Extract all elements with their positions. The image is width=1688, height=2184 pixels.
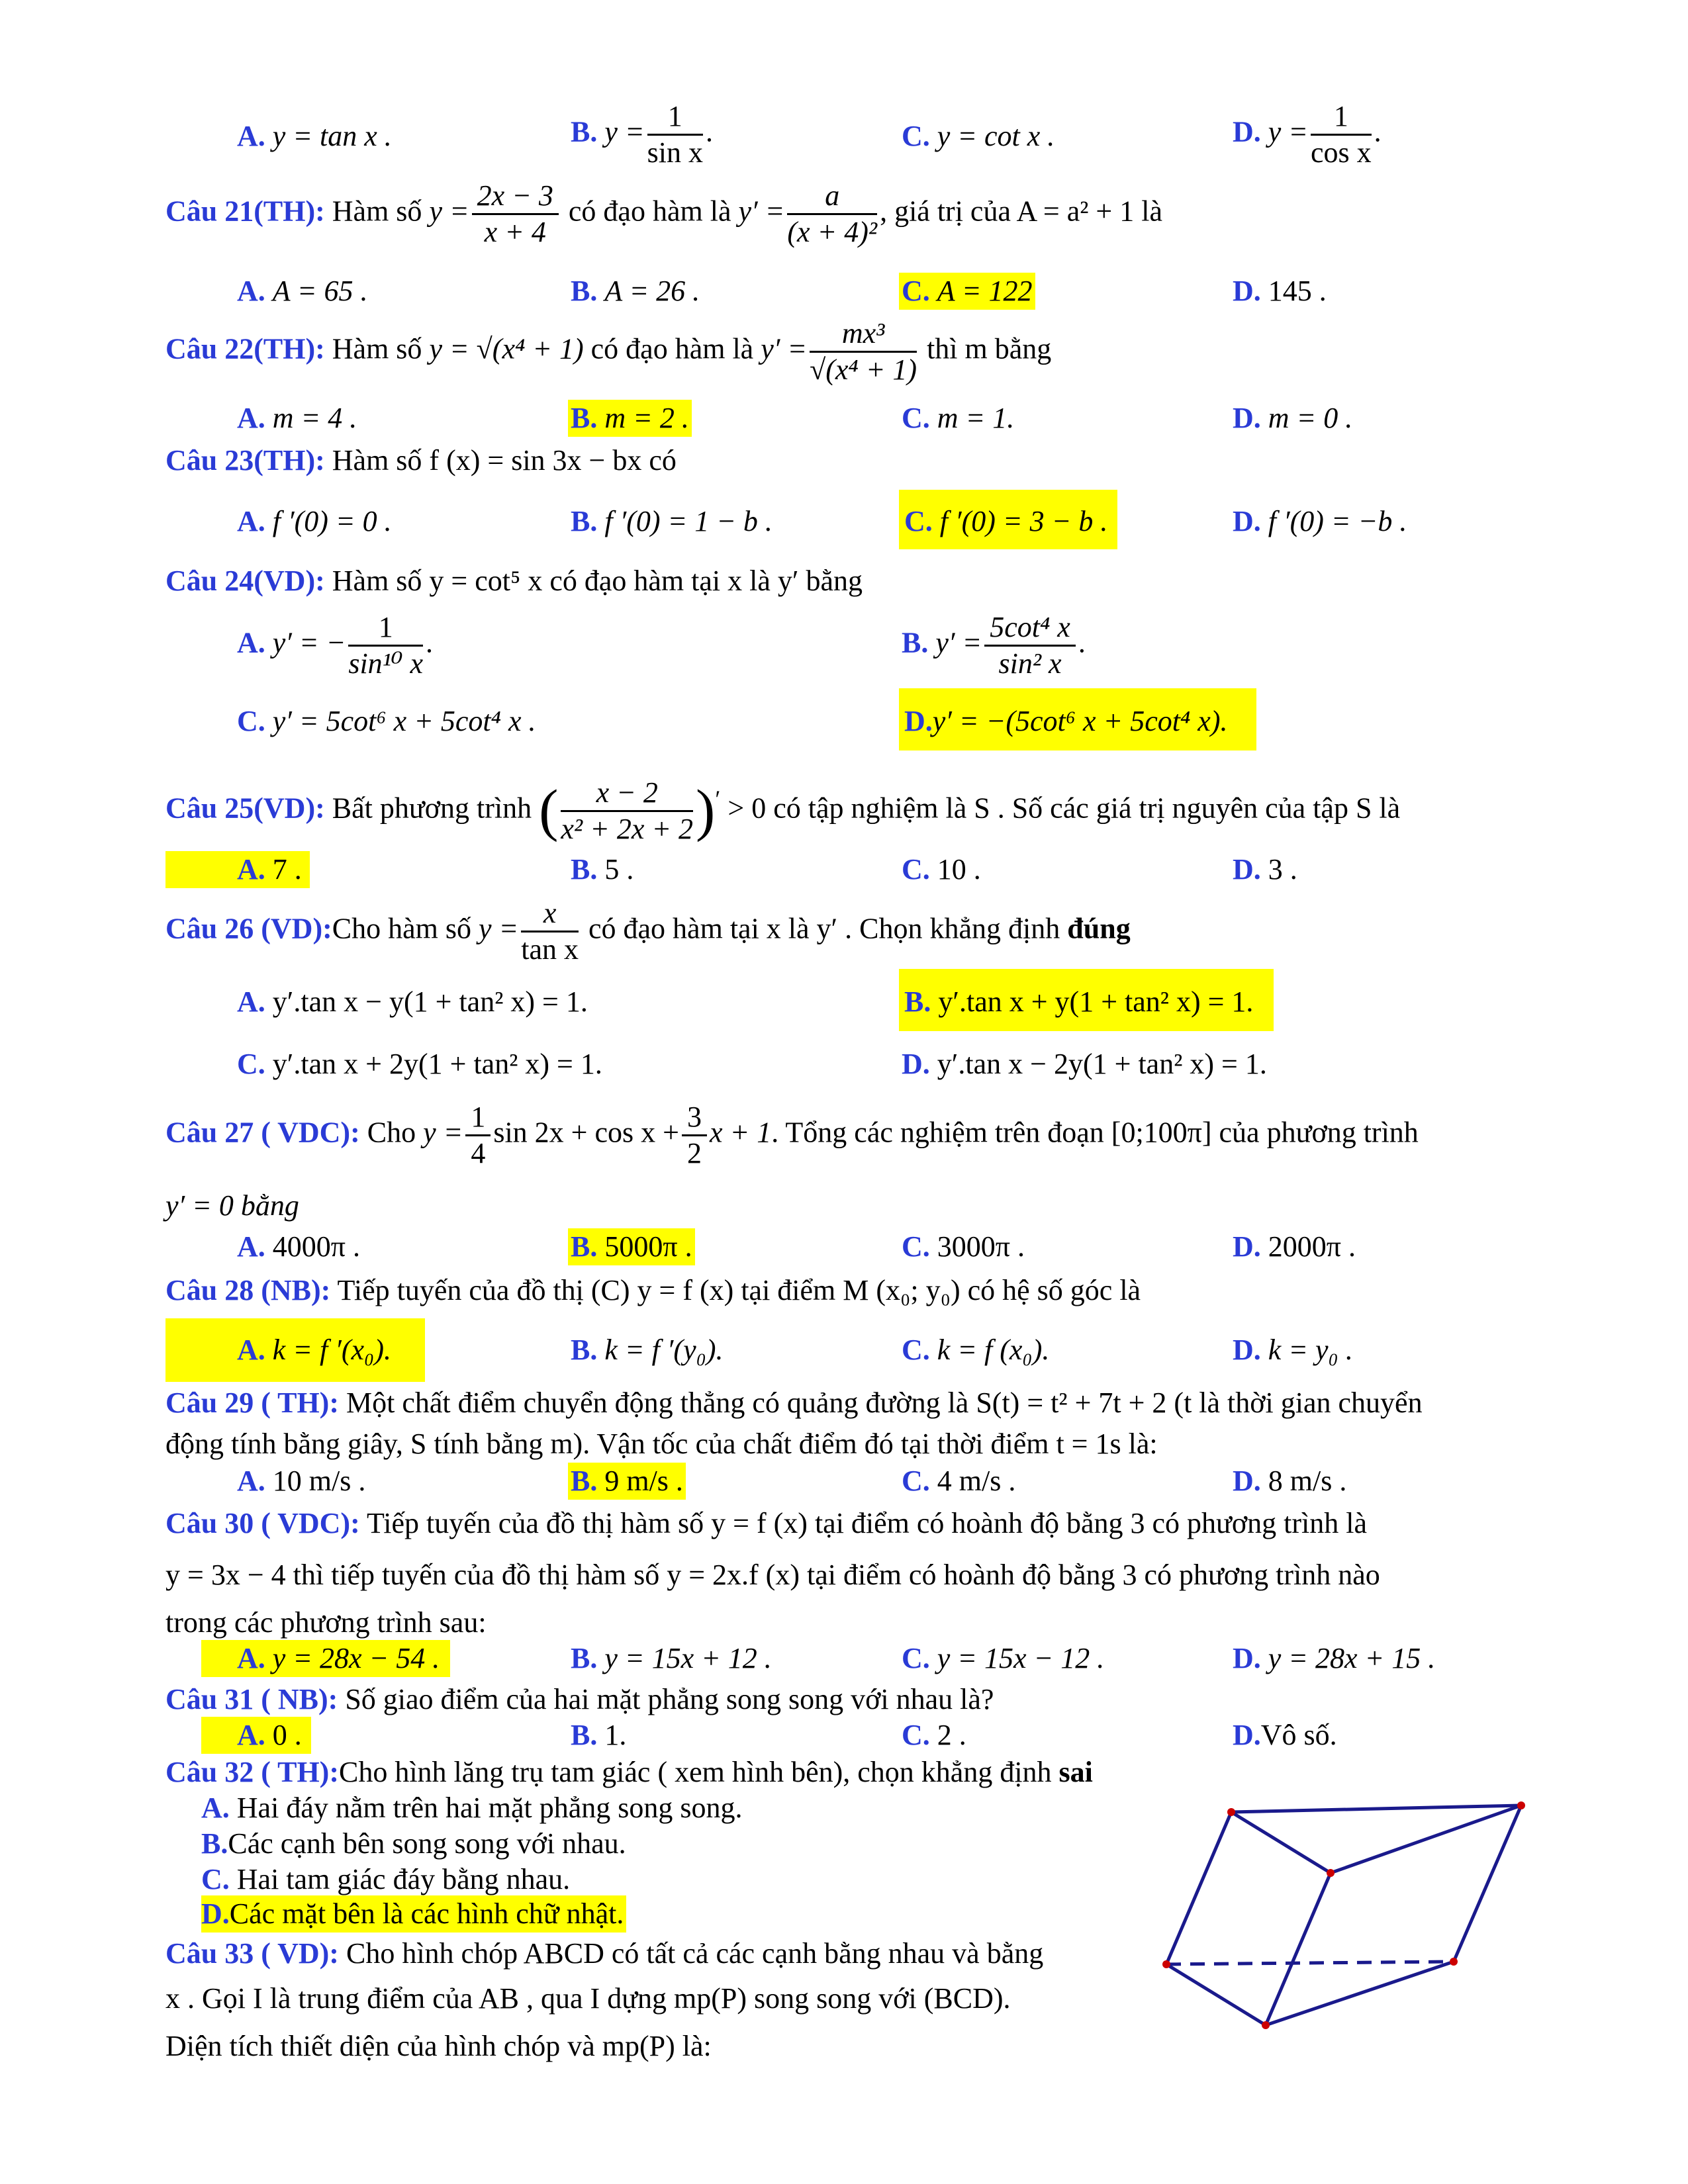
q23-c-label: C. [904, 505, 933, 537]
q31-d-text: Vô số. [1260, 1719, 1337, 1751]
q21-c-answer-highlight: C. A = 122 [899, 273, 1035, 310]
q30-d-text: y = 28x + 15 . [1268, 1642, 1436, 1674]
q27-c-text: 3000π . [937, 1230, 1025, 1263]
q32-c-text: Hai tam giác đáy bằng nhau. [236, 1863, 571, 1895]
q26-c-text: y′.tan x + 2y(1 + tan² x) = 1. [272, 1048, 602, 1080]
q20-d-frac: $\frac{1}{\text{cos x}}$ [1311, 100, 1372, 169]
q21-a-label: A. [237, 275, 265, 307]
q27-d-text: 2000π . [1268, 1230, 1356, 1263]
q31-b-label: B. [571, 1719, 598, 1751]
q24-a-frac: $\frac{1}{\text{sin¹⁰ x}}$ [348, 611, 424, 680]
q22-c-label: C. [902, 402, 930, 434]
prism-vertex [1227, 1808, 1235, 1816]
q29-b-text: 9 m/s . [604, 1465, 683, 1497]
q26-question: Câu 26 (VD):Cho hàm số y = $\frac{x}{\text{tan x}}$ có đạo hàm tại x là y′ . Chọn khẳng định đúng [165, 897, 1131, 966]
prism-vertex [1262, 2021, 1270, 2029]
q21-a-text: A = 65 . [272, 275, 368, 307]
triangular-prism-figure [1152, 1787, 1536, 2052]
q25-d-label: D. [1233, 853, 1261, 886]
q26-a-text: y′.tan x − y(1 + tan² x) = 1. [272, 985, 588, 1018]
q27-question: Câu 27 ( VDC): Cho y = $\frac{1}{4}$ sin 2x + cos x + $\frac{3}{2}$ x + 1. Tổng các nghiệm trên đoạn [0;100π] của phương trình [165, 1101, 1419, 1169]
q31-b-text: 1. [604, 1719, 627, 1751]
q27-question-line2: y′ = 0 bằng [165, 1189, 299, 1222]
q25-a-text: 7 . [272, 853, 302, 886]
q20-d-pre: y = [1268, 115, 1309, 148]
q24-d-label: D. [904, 705, 933, 737]
q27-a-text: 4000π . [272, 1230, 360, 1263]
q24-b-label: B. [902, 626, 929, 659]
q23-d-label: D. [1233, 505, 1261, 537]
q28-c-label: C. [902, 1334, 930, 1366]
q23-a-text: f ′(0) = 0 . [272, 505, 392, 537]
q28-d-text: k = y₀ . [1268, 1334, 1353, 1366]
q30-a-text: y = 28x − 54 . [272, 1642, 440, 1674]
q25-question: Câu 25(VD): Bất phương trình ( $\frac{x - 2}{\text{x² + 2x + 2}}$ )′ > 0 có tập nghiệm là S . Số các giá trị nguyên của tập S là [165, 776, 1401, 845]
q27-b-text: 5000π . [604, 1230, 692, 1263]
prism-edge-bottom-left [1166, 1964, 1266, 2025]
q26-d-text: y′.tan x − 2y(1 + tan² x) = 1. [937, 1048, 1267, 1080]
q22-d-label: D. [1233, 402, 1261, 434]
q30-b-text: y = 15x + 12 . [604, 1642, 772, 1674]
q24-c-text: y′ = 5cot⁶ x + 5cot⁴ x . [272, 705, 536, 737]
q24-d-text: y′ = −(5cot⁶ x + 5cot⁴ x). [932, 705, 1228, 737]
q22-a-text: m = 4 . [272, 402, 357, 434]
q23-c-text: f ′(0) = 3 − b . [939, 505, 1108, 537]
q25-b-label: B. [571, 853, 598, 886]
q21-b-text: A = 26 . [604, 275, 700, 307]
q30-question: Câu 30 ( VDC): Tiếp tuyến của đồ thị hàm số y = f (x) tại điểm có hoành độ bằng 3 có phương trình là [165, 1507, 1367, 1539]
q21-question: Câu 21(TH): Hàm số y = $\frac{2x - 3}{x + 4}$ có đạo hàm là y′ = $\frac{a}{\text{(x + 4)²}}$ , giá trị của A = a² + 1 là [165, 179, 1162, 248]
q32-a-label: A. [201, 1792, 230, 1824]
q31-a-label: A. [237, 1719, 265, 1751]
prism-vertex [1450, 1958, 1458, 1966]
q20-a-text: y = tan x . [272, 120, 392, 152]
q20-c-text: y = cot x . [937, 120, 1055, 152]
q27-d-label: D. [1233, 1230, 1261, 1263]
q32-question: Câu 32 ( TH):Cho hình lăng trụ tam giác ( xem hình bên), chọn khẳng định sai [165, 1756, 1093, 1788]
q32-c-label: C. [201, 1863, 230, 1895]
q22-b-answer-highlight: B. m = 2 . [568, 400, 692, 437]
q21-d-label: D. [1233, 275, 1261, 307]
q31-d-label: D. [1233, 1719, 1261, 1751]
q27-c-label: C. [902, 1230, 930, 1263]
q26-c-label: C. [237, 1048, 265, 1080]
q31-question: Câu 31 ( NB): Số giao điểm của hai mặt phẳng song song với nhau là? [165, 1683, 994, 1715]
q29-a-text: 10 m/s . [272, 1465, 366, 1497]
prism-edge-top-right [1331, 1805, 1521, 1873]
q24-c-label: C. [237, 705, 265, 737]
q31-a-text: 0 . [272, 1719, 302, 1751]
q29-question-line2: động tính bằng giây, S tính bằng m). Vận tốc của chất điểm đó tại thời điểm t = 1s là: [165, 1428, 1158, 1460]
q28-b-label: B. [571, 1334, 598, 1366]
q31-c-label: C. [902, 1719, 930, 1751]
prism-vertex [1327, 1869, 1335, 1877]
q33-question-line2: x . Gọi I là trung điểm của AB , qua I dựng mp(P) song song với (BCD). [165, 1982, 1011, 2015]
q25-c-text: 10 . [937, 853, 981, 886]
q33-question-line3: Diện tích thiết diện của hình chóp và mp(P) là: [165, 2030, 712, 2062]
q26-b-label: B. [904, 985, 931, 1018]
q26-a-label: A. [237, 985, 265, 1018]
q28-a-text: k = f ′(x₀). [272, 1334, 391, 1366]
q29-c-label: C. [902, 1465, 930, 1497]
prism-edge-bottom-right [1266, 1962, 1454, 2025]
q23-a-label: A. [237, 505, 265, 537]
q27-a-label: A. [237, 1230, 265, 1263]
q28-a-label: A. [237, 1334, 265, 1366]
q21-d-text: 145 . [1268, 275, 1327, 307]
prism-lateral-edge-2 [1454, 1805, 1521, 1962]
q20-c-label: C. [902, 120, 930, 152]
q29-d-label: D. [1233, 1465, 1261, 1497]
q20-d-label: D. [1233, 115, 1261, 148]
q25-c-label: C. [902, 853, 930, 886]
q21-b-label: B. [571, 275, 598, 307]
prism-edge-top-back [1231, 1805, 1521, 1812]
q21-c-text: A = 122 [937, 275, 1033, 307]
q32-b-label: B. [201, 1827, 228, 1860]
q25-a-label: A. [237, 853, 265, 886]
q22-b-text: m = 2 . [604, 402, 689, 434]
q30-d-label: D. [1233, 1642, 1261, 1674]
q28-question: Câu 28 (NB): Tiếp tuyến của đồ thị (C) y = f (x) tại điểm M (x₀; y₀) có hệ số góc là [165, 1274, 1141, 1306]
q25-d-text: 3 . [1268, 853, 1297, 886]
q29-d-text: 8 m/s . [1268, 1465, 1347, 1497]
q32-a-text: Hai đáy nằm trên hai mặt phẳng song song. [236, 1792, 743, 1824]
q24-a-label: A. [237, 626, 265, 659]
q32-b-text: Các cạnh bên song song với nhau. [228, 1827, 626, 1860]
q29-a-label: A. [237, 1465, 265, 1497]
q30-question-line2: y = 3x − 4 thì tiếp tuyến của đồ thị hàm số y = 2x.f (x) tại điểm có hoành độ bằng 3 có phương trình nào [165, 1559, 1380, 1591]
q31-c-text: 2 . [937, 1719, 966, 1751]
q22-a-label: A. [237, 402, 265, 434]
q33-question: Câu 33 ( VD): Cho hình chóp ABCD có tất cả các cạnh bằng nhau và bằng [165, 1937, 1044, 1970]
prism-edge-top-left [1231, 1812, 1331, 1873]
q32-d-answer-highlight: D.Các mặt bên là các hình chữ nhật. [201, 1895, 626, 1933]
q26-b-text: y′.tan x + y(1 + tan² x) = 1. [938, 985, 1254, 1018]
q28-d-label: D. [1233, 1334, 1261, 1366]
q30-c-text: y = 15x − 12 . [937, 1642, 1105, 1674]
q24-b-frac: $\frac{\text{5cot⁴ x}}{\text{sin² x}}$ [984, 610, 1076, 681]
prism-vertex [1517, 1801, 1525, 1809]
q24-question: Câu 24(VD): Hàm số y = cot⁵ x có đạo hàm tại x là y′ bằng [165, 565, 863, 597]
q23-question: Câu 23(TH): Hàm số f (x) = sin 3x − bx có [165, 444, 677, 477]
q30-a-label: A. [237, 1642, 265, 1674]
q20-b-pre: y = [604, 115, 645, 148]
q26-d-label: D. [902, 1048, 930, 1080]
q30-question-line3: trong các phương trình sau: [165, 1606, 487, 1639]
q30-b-label: B. [571, 1642, 598, 1674]
q28-b-text: k = f ′(y₀). [604, 1334, 724, 1366]
q20-a-label: A. [237, 120, 265, 152]
prism-lateral-edge-3 [1266, 1873, 1331, 2025]
q22-d-text: m = 0 . [1268, 402, 1353, 434]
q25-b-text: 5 . [604, 853, 634, 886]
q29-question: Câu 29 ( TH): Một chất điểm chuyển động thẳng có quảng đường là S(t) = t² + 7t + 2 (t là thời gian chuyển [165, 1387, 1423, 1419]
q23-d-text: f ′(0) = −b . [1268, 505, 1407, 537]
q23-b-label: B. [571, 505, 598, 537]
q27-b-answer-highlight: B. 5000π . [568, 1228, 695, 1265]
prism-vertex [1162, 1960, 1170, 1968]
q23-b-text: f ′(0) = 1 − b . [604, 505, 773, 537]
q22-c-text: m = 1. [937, 402, 1015, 434]
prism-hidden-edge [1166, 1962, 1454, 1964]
q28-c-text: k = f (x₀). [937, 1334, 1050, 1366]
prism-lateral-edge-1 [1166, 1812, 1231, 1964]
q22-question: Câu 22(TH): Hàm số y = √(x⁴ + 1) có đạo hàm là y′ = $\frac{\text{mx³}}{\text{√(x⁴ + 1)}}$ thì m bằng [165, 317, 1052, 386]
q20-b-frac: $\frac{1}{\text{sin x}}$ [647, 100, 703, 169]
q32-d-text: Các mặt bên là các hình chữ nhật. [229, 1897, 624, 1930]
q29-b-answer-highlight: B. 9 m/s . [568, 1463, 686, 1500]
q20-b-label: B. [571, 115, 598, 148]
q30-c-label: C. [902, 1642, 930, 1674]
q29-c-text: 4 m/s . [937, 1465, 1016, 1497]
